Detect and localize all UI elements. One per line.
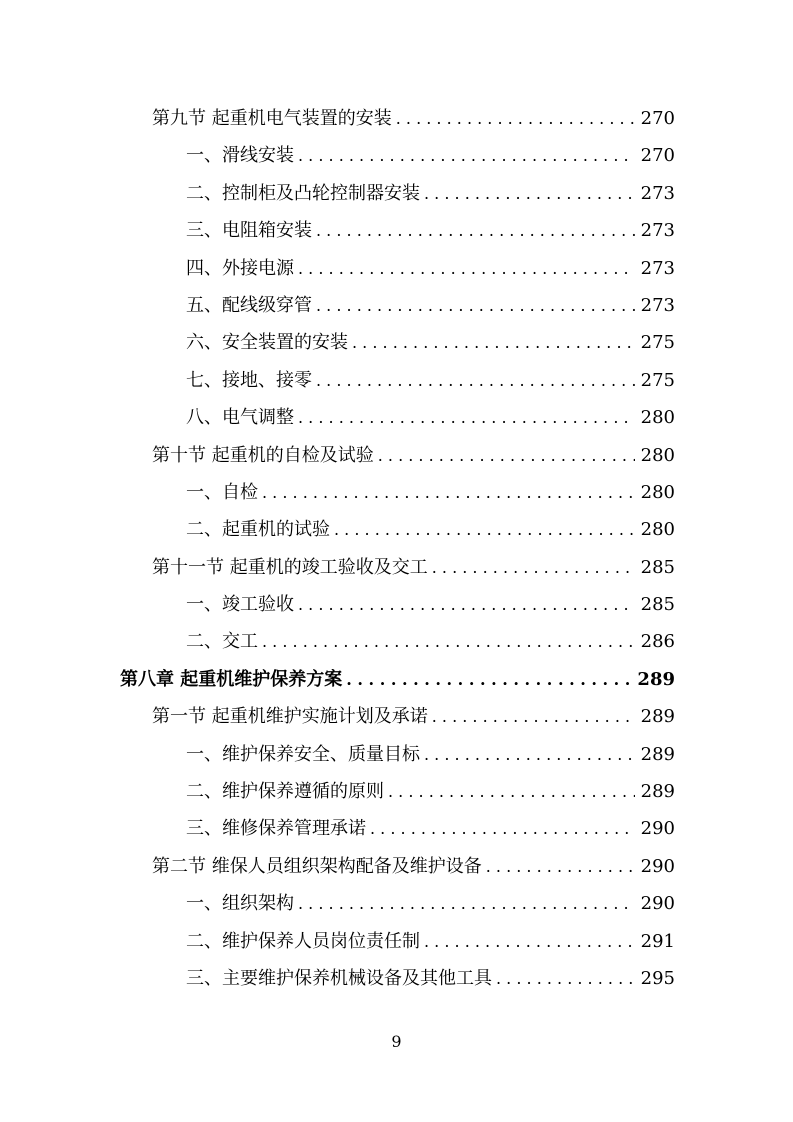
toc-entry[interactable] [0,810,793,847]
toc-entry-label: 第八章 起重机维护保养方案 [120,668,343,690]
toc-entry[interactable] [0,437,793,474]
dot-leader [298,250,635,287]
toc-entry-page: 289 [640,743,675,765]
toc-entry-label: 七、接地、接零 [186,369,312,391]
toc-entry[interactable] [0,885,793,922]
toc-entry[interactable] [0,511,793,548]
page-number: 9 [391,1032,402,1051]
toc-entry[interactable] [0,736,793,773]
dot-leader [346,661,631,698]
toc-entry-page: 280 [640,519,675,541]
toc-entry-label: 六、安全装置的安装 [186,332,348,354]
dot-leader [298,885,635,922]
dot-leader [298,586,635,623]
toc-entry-label: 第二节 维保人员组织架构配备及维护设备 [152,855,482,877]
toc-entry-label: 八、电气调整 [186,407,294,429]
dot-leader [352,324,635,361]
toc-entry-label: 第十节 起重机的自检及试验 [152,444,374,466]
toc-entry-page: 290 [640,818,675,840]
toc-entry[interactable] [0,773,793,810]
dot-leader [298,137,635,174]
dot-leader [388,773,635,810]
dot-leader [316,287,635,324]
dot-leader [316,212,635,249]
toc-entry[interactable] [0,848,793,885]
toc-entry-label: 四、外接电源 [186,257,294,279]
toc-entry-page: 290 [640,893,675,915]
dot-leader [424,736,635,773]
dot-leader [486,848,635,885]
toc-entry-page: 285 [640,594,675,616]
toc-entry[interactable] [0,137,793,174]
toc-entry-page: 273 [640,182,675,204]
toc-entry[interactable] [0,698,793,735]
toc-entry[interactable] [0,212,793,249]
toc-entry[interactable] [0,923,793,960]
toc-entry-page: 280 [640,481,675,503]
toc-entry-page: 289 [640,781,675,803]
toc-entry-page: 275 [640,369,675,391]
toc-entry[interactable] [0,623,793,660]
dot-leader [432,549,635,586]
dot-leader [424,923,635,960]
dot-leader [298,399,635,436]
dot-leader [378,437,635,474]
toc-entry-page: 295 [640,967,675,989]
toc-entry[interactable] [0,175,793,212]
table-of-contents [0,100,793,997]
toc-entry[interactable] [0,324,793,361]
toc-entry[interactable] [0,549,793,586]
toc-entry[interactable] [0,287,793,324]
toc-entry-page: 280 [640,444,675,466]
toc-entry-label: 五、配线级穿管 [186,294,312,316]
toc-entry-label: 三、主要维护保养机械设备及其他工具 [186,967,492,989]
toc-entry[interactable] [0,250,793,287]
toc-entry-label: 一、竣工验收 [186,594,294,616]
dot-leader [432,698,635,735]
toc-entry-page: 273 [640,257,675,279]
toc-entry-label: 一、组织架构 [186,893,294,915]
toc-chapter-entry[interactable] [0,661,793,698]
toc-entry-page: 286 [640,631,675,653]
dot-leader [262,623,635,660]
toc-entry-label: 二、交工 [186,631,258,653]
toc-entry-page: 273 [640,294,675,316]
toc-entry-label: 一、自检 [186,481,258,503]
toc-entry-label: 二、维护保养遵循的原则 [186,781,384,803]
toc-entry-page: 291 [640,930,675,952]
toc-entry-page: 285 [640,556,675,578]
toc-entry-label: 二、维护保养人员岗位责任制 [186,930,420,952]
toc-entry[interactable] [0,399,793,436]
toc-entry-label: 一、维护保养安全、质量目标 [186,743,420,765]
toc-entry-label: 第九节 起重机电气装置的安装 [152,108,392,129]
toc-entry-label: 第一节 起重机维护实施计划及承诺 [152,706,428,728]
toc-entry-page: 280 [640,407,675,429]
toc-entry-page: 270 [640,145,675,167]
toc-entry-page: 273 [640,220,675,242]
toc-entry-label: 三、维修保养管理承诺 [186,818,366,840]
dot-leader [424,175,635,212]
dot-leader [496,960,635,997]
toc-entry-page: 289 [637,668,675,690]
toc-entry[interactable] [0,100,793,137]
dot-leader [370,810,635,847]
toc-entry-label: 二、控制柜及凸轮控制器安装 [186,182,420,204]
toc-entry-label: 第十一节 起重机的竣工验收及交工 [152,556,428,578]
dot-leader [334,511,635,548]
dot-leader [396,100,635,137]
toc-entry-page: 270 [640,108,675,129]
toc-entry[interactable] [0,362,793,399]
dot-leader [316,362,635,399]
toc-entry[interactable] [0,586,793,623]
toc-entry-label: 三、电阻箱安装 [186,220,312,242]
dot-leader [262,474,635,511]
toc-entry-page: 289 [640,706,675,728]
toc-entry-label: 一、滑线安装 [186,145,294,167]
toc-entry-page: 290 [640,855,675,877]
toc-entry-page: 275 [640,332,675,354]
toc-entry[interactable] [0,960,793,997]
toc-entry[interactable] [0,474,793,511]
toc-entry-label: 二、起重机的试验 [186,519,330,541]
